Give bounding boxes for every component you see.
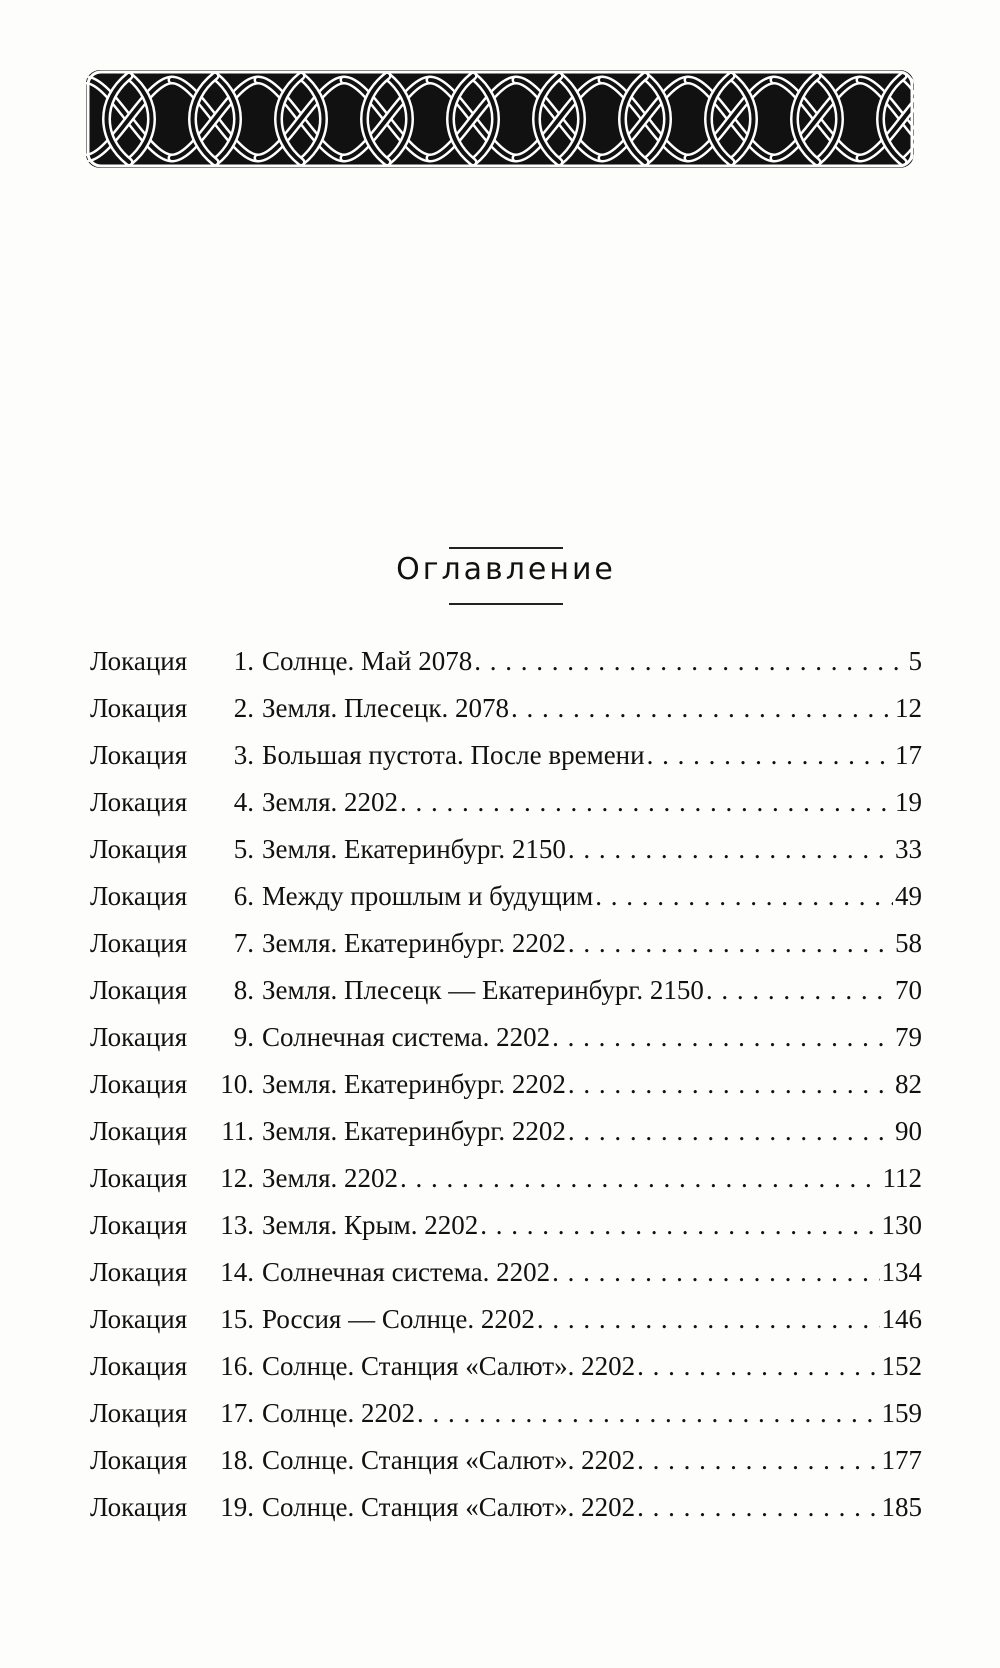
toc-entry-label: Локация <box>90 975 188 1005</box>
toc-entry-label: Локация <box>90 928 188 958</box>
toc-entry-page: 5 <box>908 646 922 676</box>
table-of-contents <box>90 646 922 1539</box>
toc-entry-page: 152 <box>881 1351 922 1381</box>
toc-entry-number: 14 . <box>202 1257 258 1288</box>
toc-entry-title: Солнце. Май 2078 <box>262 646 473 676</box>
toc-entry-number: 19 . <box>202 1492 258 1523</box>
toc-entry <box>90 1351 922 1398</box>
toc-leader-dots <box>474 646 906 677</box>
toc-entry-label: Локация <box>90 646 188 676</box>
toc-entry <box>90 834 922 881</box>
toc-entry-title: Между прошлым и будущим <box>262 881 594 911</box>
toc-entry-number: 18 . <box>202 1445 258 1476</box>
toc-entry-number: 13 . <box>202 1210 258 1241</box>
toc-leader-dots <box>595 881 893 912</box>
toc-leader-dots <box>537 1304 880 1335</box>
toc-entry-number: 1 . <box>202 646 258 677</box>
toc-entry-page: 12 <box>895 693 922 723</box>
toc-leader-dots <box>647 740 893 771</box>
toc-entry-title: Большая пустота. После времени <box>262 740 645 770</box>
toc-leader-dots <box>511 693 893 724</box>
toc-entry-label: Локация <box>90 693 188 723</box>
toc-entry-label: Локация <box>90 1304 188 1334</box>
toc-entry <box>90 975 922 1022</box>
toc-entry-title: Солнечная система. 2202 <box>262 1022 551 1052</box>
toc-entry <box>90 1398 922 1445</box>
toc-entry <box>90 1257 922 1304</box>
toc-title: Оглавление <box>396 552 616 587</box>
toc-entry <box>90 1163 922 1210</box>
toc-entry-title: Земля. Крым. 2202 <box>262 1210 479 1240</box>
toc-leader-dots <box>568 1069 893 1100</box>
toc-entry <box>90 693 922 740</box>
toc-entry-number: 4 . <box>202 787 258 818</box>
toc-entry-number: 16 . <box>202 1351 258 1382</box>
toc-entry <box>90 1304 922 1351</box>
toc-entry-number: 12 . <box>202 1163 258 1194</box>
toc-entry-label: Локация <box>90 787 188 817</box>
toc-leader-dots <box>568 834 893 865</box>
toc-entry-page: 112 <box>882 1163 922 1193</box>
toc-entry-title: Солнечная система. 2202 <box>262 1257 551 1287</box>
toc-entry-page: 82 <box>895 1069 922 1099</box>
toc-entry <box>90 1116 922 1163</box>
toc-entry-label: Локация <box>90 881 188 911</box>
title-rule-bottom <box>449 603 563 605</box>
toc-entry-label: Локация <box>90 1022 188 1052</box>
toc-entry-title: Земля. Плесецк — Екатеринбург. 2150 <box>262 975 704 1005</box>
toc-entry-title: Россия — Солнце. 2202 <box>262 1304 535 1334</box>
toc-entry-page: 130 <box>881 1210 922 1240</box>
toc-leader-dots <box>417 1398 879 1429</box>
toc-entry-page: 185 <box>881 1492 922 1522</box>
toc-entry <box>90 740 922 787</box>
toc-entry-number: 17 . <box>202 1398 258 1429</box>
toc-leader-dots <box>400 1163 881 1194</box>
toc-entry-label: Локация <box>90 1116 188 1146</box>
toc-entry-title: Солнце. Станция «Салют». 2202 <box>262 1445 636 1475</box>
toc-leader-dots <box>637 1492 879 1523</box>
toc-entry-page: 90 <box>895 1116 922 1146</box>
toc-entry-number: 9 . <box>202 1022 258 1053</box>
toc-entry-page: 17 <box>895 740 922 770</box>
toc-entry-label: Локация <box>90 834 188 864</box>
celtic-knot-ornament <box>86 70 914 168</box>
toc-entry-number: 6 . <box>202 881 258 912</box>
toc-entry-page: 134 <box>881 1257 922 1287</box>
toc-entry-label: Локация <box>90 1398 188 1428</box>
toc-entry-label: Локация <box>90 1445 188 1475</box>
toc-entry-title: Солнце. 2202 <box>262 1398 416 1428</box>
toc-entry-number: 3 . <box>202 740 258 771</box>
toc-leader-dots <box>552 1022 893 1053</box>
toc-entry-page: 58 <box>895 928 922 958</box>
toc-entry-number: 5 . <box>202 834 258 865</box>
toc-entry-number: 8 . <box>202 975 258 1006</box>
toc-leader-dots <box>480 1210 879 1241</box>
toc-entry-title: Земля. Плесецк. 2078 <box>262 693 509 723</box>
toc-entry <box>90 881 922 928</box>
toc-entry-title: Земля. Екатеринбург. 2150 <box>262 834 566 864</box>
toc-entry-page: 33 <box>895 834 922 864</box>
toc-entry-label: Локация <box>90 1069 188 1099</box>
toc-entry-label: Локация <box>90 1351 188 1381</box>
toc-entry-page: 159 <box>881 1398 922 1428</box>
toc-leader-dots <box>637 1351 879 1382</box>
toc-entry-title: Солнце. Станция «Салют». 2202 <box>262 1492 636 1522</box>
toc-entry <box>90 646 922 693</box>
toc-entry-page: 146 <box>881 1304 922 1334</box>
toc-leader-dots <box>637 1445 879 1476</box>
toc-leader-dots <box>400 787 893 818</box>
toc-entry-page: 19 <box>895 787 922 817</box>
toc-leader-dots <box>568 1116 893 1147</box>
toc-entry <box>90 787 922 834</box>
toc-entry-page: 79 <box>895 1022 922 1052</box>
toc-entry <box>90 928 922 975</box>
toc-entry-title: Земля. Екатеринбург. 2202 <box>262 1116 566 1146</box>
toc-entry-number: 10 . <box>202 1069 258 1100</box>
toc-entry-label: Локация <box>90 1257 188 1287</box>
toc-entry-label: Локация <box>90 1492 188 1522</box>
toc-entry-label: Локация <box>90 740 188 770</box>
toc-entry <box>90 1492 922 1539</box>
toc-entry-page: 49 <box>895 881 922 911</box>
toc-entry-number: 7 . <box>202 928 258 959</box>
toc-entry-title: Земля. Екатеринбург. 2202 <box>262 928 566 958</box>
toc-entry-title: Земля. 2202 <box>262 787 398 817</box>
toc-entry-number: 11 . <box>202 1116 258 1147</box>
toc-entry-number: 2 . <box>202 693 258 724</box>
toc-leader-dots <box>568 928 893 959</box>
toc-leader-dots <box>706 975 893 1006</box>
toc-leader-dots <box>552 1257 879 1288</box>
toc-entry-title: Солнце. Станция «Салют». 2202 <box>262 1351 636 1381</box>
toc-entry-label: Локация <box>90 1210 188 1240</box>
toc-entry-label: Локация <box>90 1163 188 1193</box>
toc-entry <box>90 1022 922 1069</box>
title-rule-top <box>449 547 563 549</box>
toc-entry-title: Земля. 2202 <box>262 1163 398 1193</box>
toc-entry-title: Земля. Екатеринбург. 2202 <box>262 1069 566 1099</box>
toc-entry <box>90 1069 922 1116</box>
toc-entry-number: 15 . <box>202 1304 258 1335</box>
toc-entry-page: 177 <box>881 1445 922 1475</box>
toc-entry-page: 70 <box>895 975 922 1005</box>
toc-entry <box>90 1445 922 1492</box>
toc-entry <box>90 1210 922 1257</box>
